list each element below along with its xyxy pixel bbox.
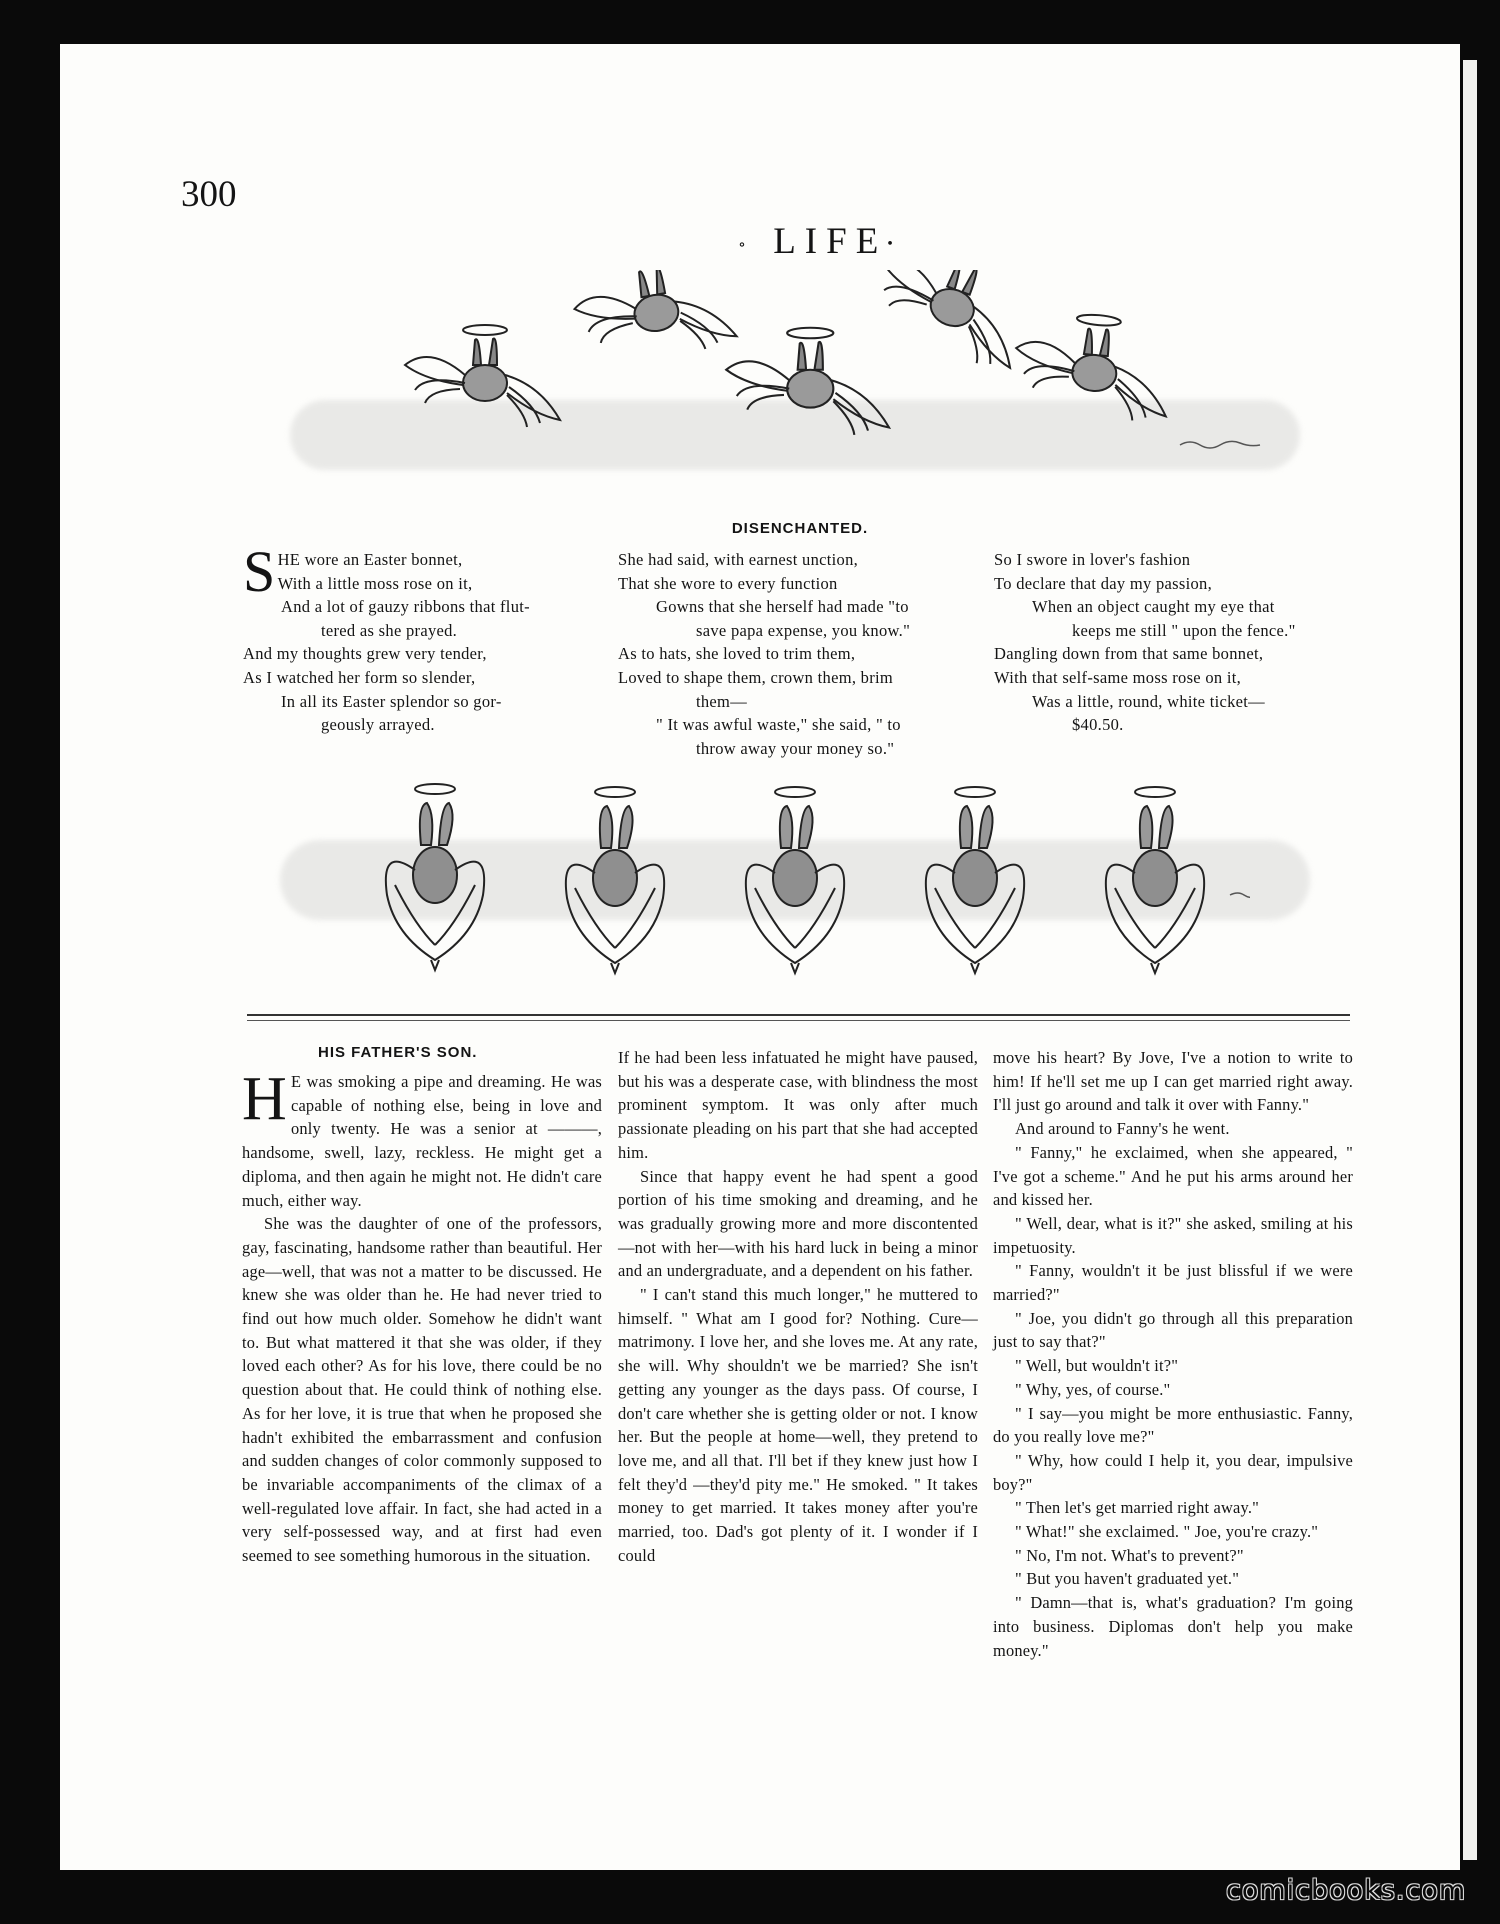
story-paragraph: " Why, yes, of course." (1015, 1379, 1171, 1399)
poem-column-3 (994, 548, 1354, 737)
story-column-2 (618, 1046, 978, 1567)
story-paragraph: " Damn—that is, what's graduation? I'm going into business. Diplomas don't help you make money." (993, 1593, 1353, 1660)
story-paragraph: " Why, how could I help it, you dear, impulsive boy?" (993, 1450, 1353, 1494)
poem-line: HE wore an Easter bonnet, (277, 550, 463, 569)
page-number: 300 (181, 174, 237, 215)
section-rule (247, 1014, 1350, 1016)
poem-line: And my thoughts grew very tender, (243, 644, 487, 664)
story-column-3 (993, 1046, 1353, 1662)
masthead-title: LIFE (773, 221, 888, 262)
artist-signature-2 (1230, 893, 1250, 898)
poem-line: " It was awful waste," she said, " to (656, 715, 901, 735)
story-paragraph: And around to Fanny's he went. (1015, 1119, 1230, 1139)
poem-line: throw away your money so." (696, 738, 895, 758)
section-rule-thin (247, 1020, 1350, 1021)
story-paragraph: " Joe, you didn't go through all this preparation just to say that?" (993, 1308, 1353, 1352)
poem-column-2 (618, 548, 978, 760)
poem-line: tered as she prayed. (321, 620, 458, 640)
facing-page-edge (1463, 60, 1477, 1860)
poem-line: To declare that day my passion, (994, 573, 1212, 593)
poem-line: That she wore to every function (618, 573, 838, 593)
story-paragraph: " Fanny, wouldn't it be just blissful if we were married?" (993, 1261, 1353, 1305)
story-paragraph: " I can't stand this much longer," he muttered to himself. " What am I good for? Nothing. Cure—matrimony. I love her, and she loves me. At any rate, she will. Why shouldn't we be married? She isn't getting any younger as the days pass. Of course, I don't care whether she is getting older or not. I know her. But the people at home—well, they pretend to love me, and all that. I'll bet if they knew just how I felt they'd —they'd pity me." He smoked. " It takes money to get married. It takes money after you're married, too. Dad's got plenty of it. I wonder if I could (618, 1285, 978, 1565)
story-paragraph: " But you haven't graduated yet." (1015, 1569, 1240, 1589)
story-paragraph: Since that happy event he had spent a good portion of his time smoking and dreaming, and he was gradually growing more and more discontented—not with her—with his hard luck in being a minor and an undergraduate, and a dependent on his father. (618, 1166, 978, 1281)
poem-title: DISENCHANTED. (731, 520, 869, 537)
poem-line: As I watched her form so slender, (243, 667, 476, 687)
story-paragraph: " Well, dear, what is it?" she asked, smiling at his impetuosity. (993, 1213, 1353, 1257)
poem-line: keeps me still " upon the fence." (1072, 620, 1296, 640)
poem-line: Loved to shape them, crown them, brim (618, 667, 894, 687)
story-title: HIS FATHER'S SON. (318, 1044, 478, 1061)
masthead-right-dot: • (887, 235, 902, 253)
rabbit-head-icon (386, 784, 484, 970)
story-paragraph: " Well, but wouldn't it?" (1015, 1356, 1179, 1376)
poem-line: She had said, with earnest unction, (618, 550, 859, 569)
story-paragraph: " No, I'm not. What's to prevent?" (1015, 1545, 1244, 1565)
story-paragraph: " Fanny," he exclaimed, when she appeared, " I've got a scheme." And he put his arms around her and kissed her. (993, 1142, 1353, 1210)
poem-drop-cap: S (243, 539, 276, 604)
poem-line: So I swore in lover's fashion (994, 550, 1191, 569)
poem-line: Was a little, round, white ticket— (1032, 691, 1265, 711)
story-paragraph: move his heart? By Jove, I've a notion to write to him! If he'll set me up I can get married right away. I'll just go around and talk it over with Fanny." (993, 1048, 1353, 1115)
poem-line: With a little moss rose on it, (277, 573, 473, 593)
poem-line: Dangling down from that same bonnet, (994, 644, 1264, 664)
story-drop-cap: H (242, 1065, 287, 1133)
story-paragraph: " What!" she exclaimed. " Joe, you're crazy." (1015, 1522, 1319, 1542)
poem-line: With that self-same moss rose on it, (994, 667, 1242, 687)
poem-line: In all its Easter splendor so gor- (281, 691, 502, 711)
middle-rabbit-heads-illustration (370, 775, 1250, 995)
story-column-1 (242, 1065, 602, 1568)
rabbit-angel-icon (405, 325, 560, 427)
story-paragraph: " Then let's get married right away." (1015, 1498, 1260, 1518)
poem-line: geously arrayed. (321, 715, 435, 735)
masthead (690, 220, 950, 263)
poem-line: $40.50. (1072, 715, 1124, 735)
poem-column-1 (243, 539, 603, 737)
top-rabbit-angels-illustration (380, 270, 1340, 500)
poem-line: them— (696, 691, 747, 711)
poem-line: Gowns that she herself had made "to (656, 597, 909, 617)
masthead-left-dot: ∘ (738, 236, 755, 254)
story-paragraph: E was smoking a pipe and dreaming. He was capable of nothing else, being in love and only twenty. He was a senior at ———, handsome, swell, lazy, reckless. He might get a diploma, and then again he might not. He didn't care much, either way. (242, 1072, 602, 1210)
story-paragraph: She was the daughter of one of the professors, gay, fascinating, handsome rather than beautiful. Her age—well, that was not a matter to be discussed. He knew she was older than he. He had never tried to find out how much older. Somehow he didn't want to. But what mattered it that she was older, if they loved each other? As for his love, there could be no question about that. He could think of nothing else. As for her love, it is true that when he proposed she hadn't exhibited the embarrassment and confusion and sudden changes of color commonly supposed to be invariable accompaniments of the climax of a well-regulated love affair. In fact, she had acted in a very self-possessed way, and at first had even seemed to see something humorous in the situation. (242, 1214, 602, 1566)
poem-line: When an object caught my eye that (1032, 597, 1275, 617)
site-watermark: comicbooks.com (1226, 1875, 1467, 1906)
story-paragraph: " I say—you might be more enthusiastic. Fanny, do you really love me?" (993, 1403, 1353, 1447)
poem-line: save papa expense, you know." (696, 620, 911, 640)
story-paragraph: If he had been less infatuated he might have paused, but his was a desperate case, with blindness the most prominent symptom. It was only after much passionate pleading on his part that she had accepted him. (618, 1048, 978, 1162)
poem-line: And a lot of gauzy ribbons that flut- (281, 597, 530, 617)
artist-signature (1180, 441, 1260, 448)
poem-line: As to hats, she loved to trim them, (618, 644, 856, 664)
